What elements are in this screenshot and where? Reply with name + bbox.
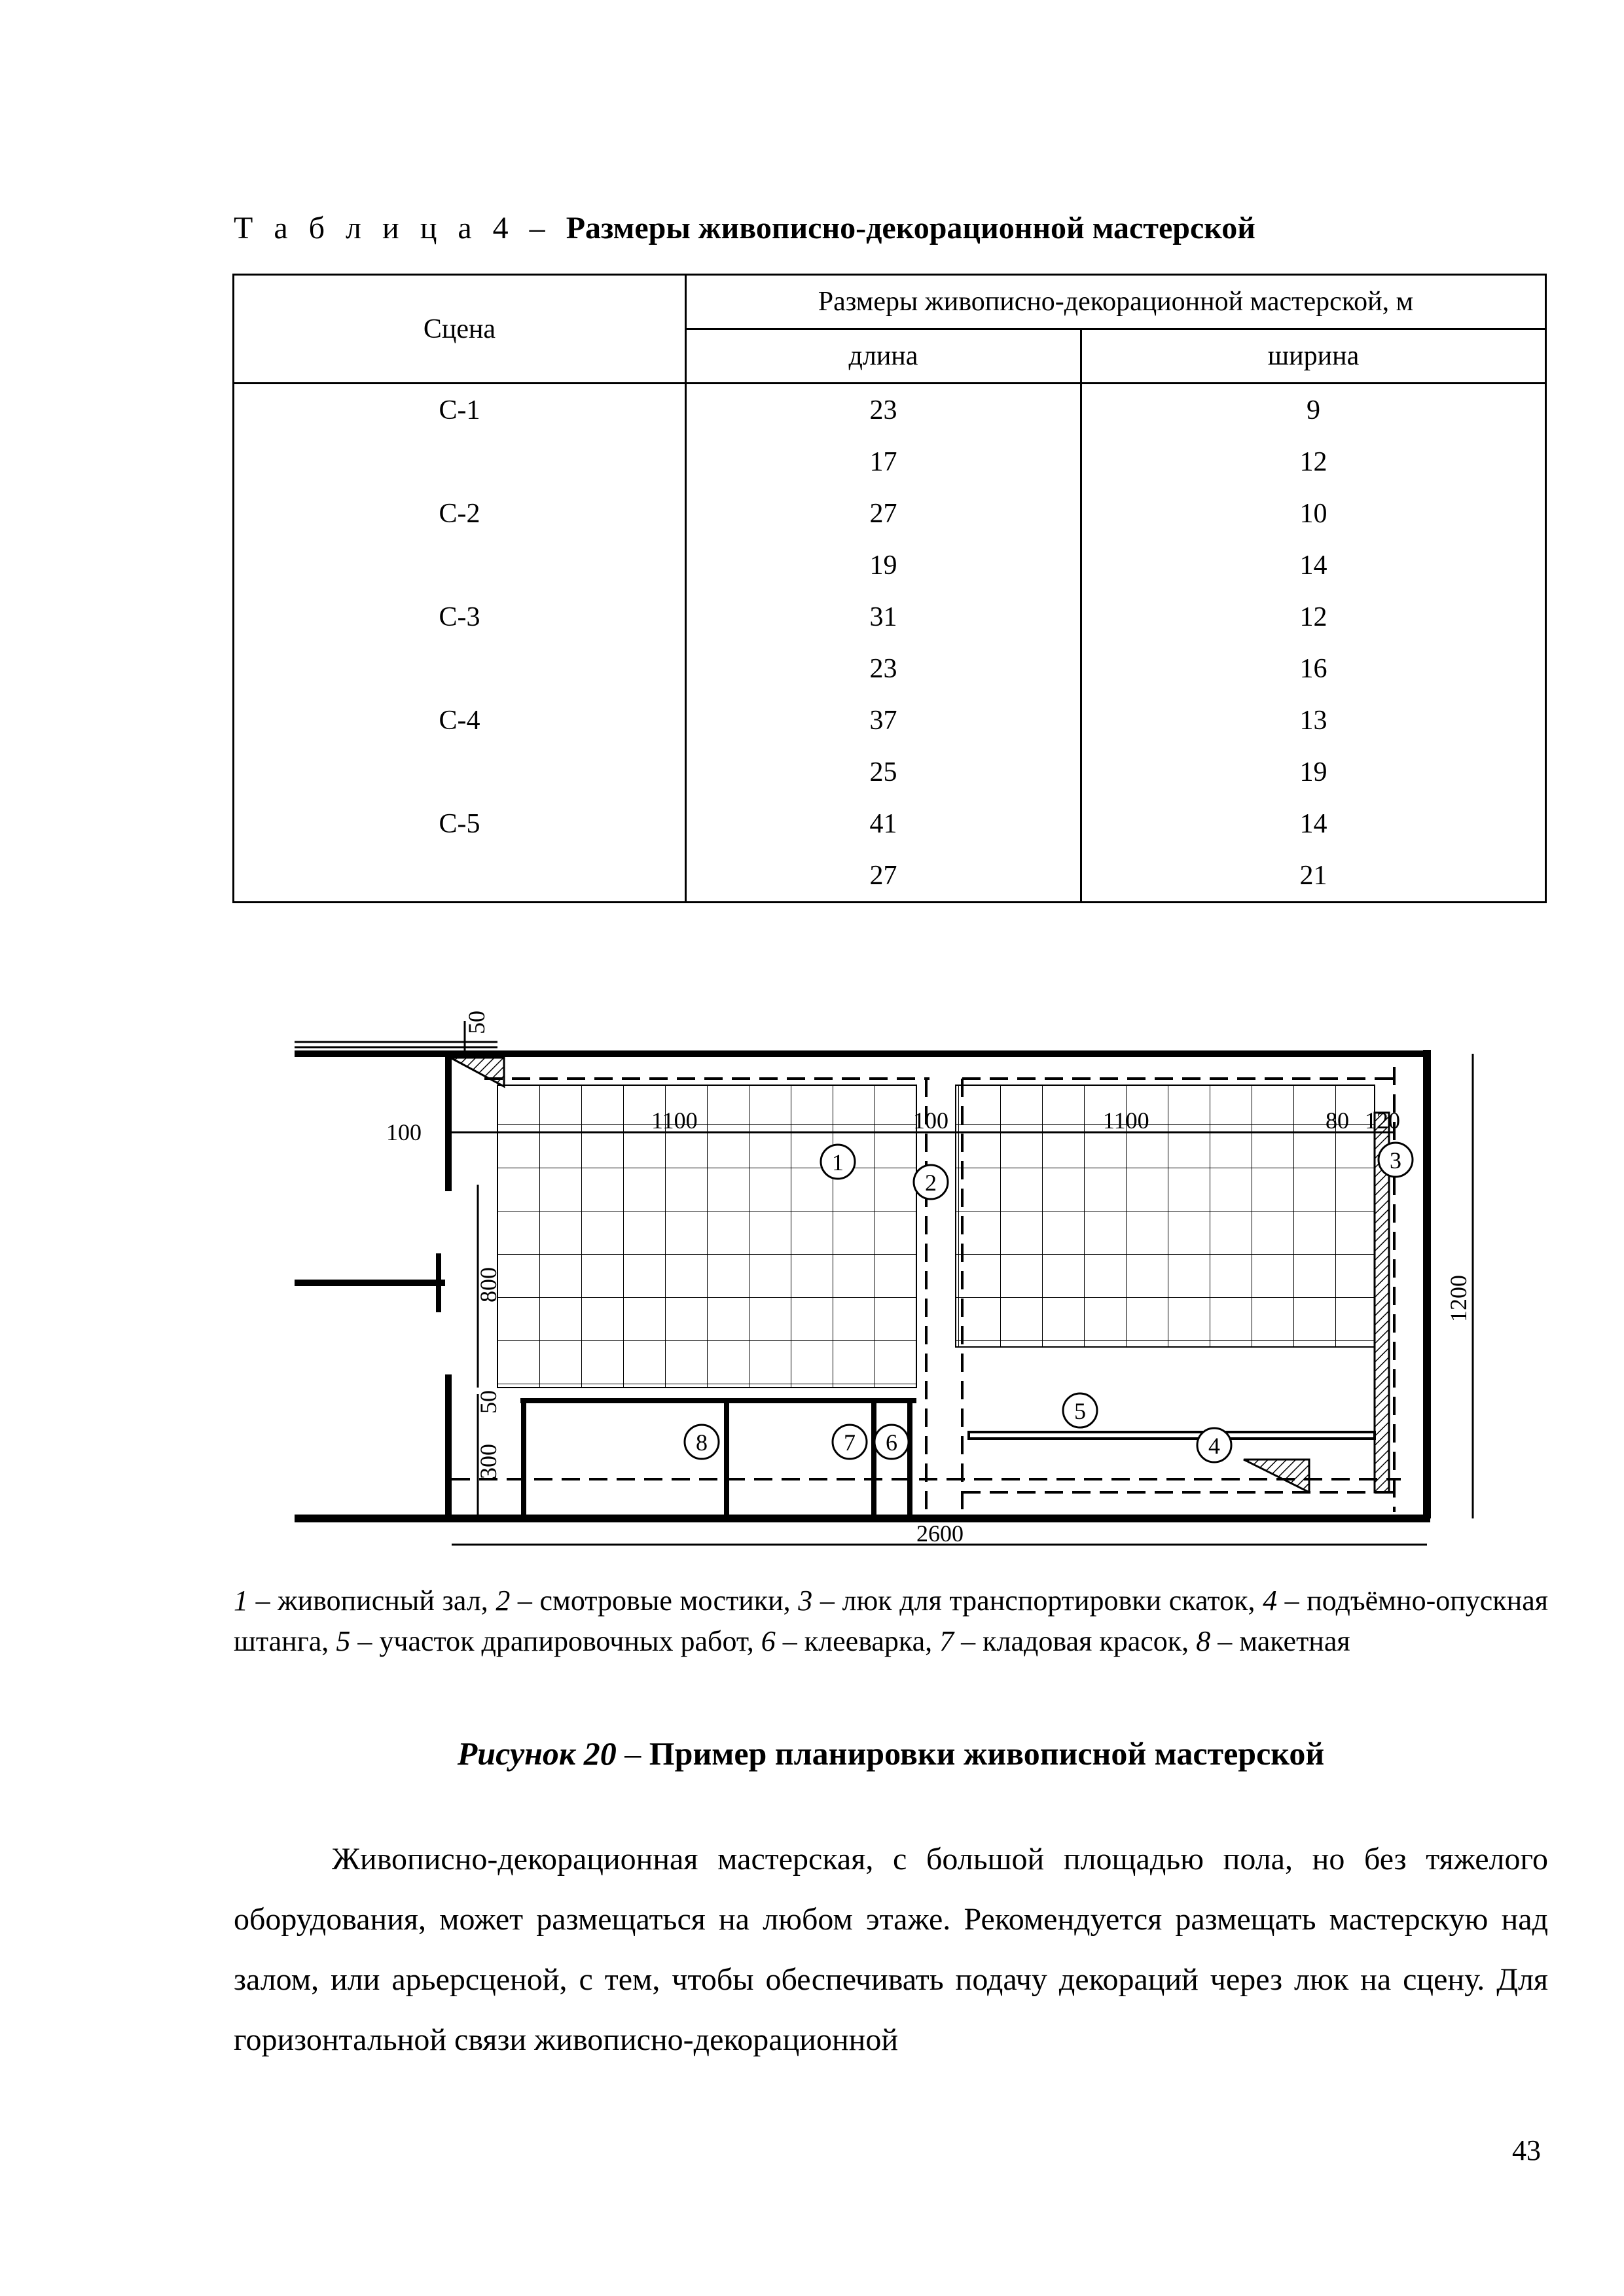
cell-scene <box>234 539 686 591</box>
cell-length: 23 <box>685 384 1081 437</box>
page-number: 43 <box>1512 2134 1541 2166</box>
marker-1-label: 1 <box>832 1149 844 1175</box>
dim-50-left: 50 <box>475 1390 501 1414</box>
legend-text: – подъёмно-опускная штанга, <box>234 1585 1548 1657</box>
floor-plan-drawing <box>288 995 1525 1571</box>
cell-scene <box>234 643 686 694</box>
legend-text: – кладовая красок, <box>954 1625 1197 1657</box>
figure-caption <box>234 1734 1548 1772</box>
table-row <box>234 488 1546 539</box>
marker-7 <box>833 1425 867 1459</box>
legend-num: 4 <box>1263 1585 1278 1617</box>
legend-text: – живописный зал, <box>248 1585 496 1617</box>
lifting-bar <box>969 1432 1375 1439</box>
figure-legend <box>234 1581 1548 1662</box>
header-length: длина <box>685 329 1081 384</box>
cell-width: 12 <box>1081 591 1546 643</box>
dim-1100-b: 1100 <box>1103 1107 1149 1134</box>
legend-text: – участок драпировочных работ, <box>350 1625 761 1657</box>
cell-width: 14 <box>1081 539 1546 591</box>
table-row <box>234 694 1546 746</box>
cell-length: 31 <box>685 591 1081 643</box>
legend-num: 6 <box>761 1625 776 1657</box>
cell-width: 12 <box>1081 436 1546 488</box>
cell-scene: С-4 <box>234 694 686 746</box>
marker-6 <box>875 1425 909 1459</box>
dim-120: 120 <box>1365 1107 1400 1134</box>
hatched-triangle-top <box>450 1058 504 1086</box>
legend-num: 1 <box>234 1585 248 1617</box>
dim-50-top: 50 <box>463 1011 490 1034</box>
dim-100-mid: 100 <box>913 1107 948 1134</box>
dim-1200: 1200 <box>1445 1275 1471 1322</box>
cell-length: 25 <box>685 746 1081 798</box>
table-caption-prefix: Т а б л и ц а 4 – <box>234 211 566 245</box>
cell-length: 23 <box>685 643 1081 694</box>
body-paragraph: Живописно-декорационная мастерская, с большой площадью пола, но без тяжелого оборудования, может размещаться на любом этаже. Рекомендуется размещать мастерскую над залом, или арьерсценой, с тем, чтобы обеспечивать подачу декораций через люк на сцену. Для горизонтальной связи живописно-декорационной <box>234 1842 1548 2057</box>
marker-8-label: 8 <box>696 1429 708 1456</box>
figure-title: Пример планировки живописной мастерской <box>649 1735 1325 1772</box>
marker-5 <box>1063 1393 1097 1427</box>
cell-scene <box>234 436 686 488</box>
table-row <box>234 746 1546 798</box>
marker-6-label: 6 <box>886 1429 897 1456</box>
legend-text: – люк для транспортировки скаток, <box>812 1585 1263 1617</box>
legend-num: 5 <box>336 1625 351 1657</box>
header-scene: Сцена <box>234 275 686 384</box>
cell-scene: С-5 <box>234 798 686 850</box>
legend-text: – смотровые мостики, <box>510 1585 799 1617</box>
table-row <box>234 850 1546 903</box>
cell-scene: С-1 <box>234 384 686 437</box>
marker-2-label: 2 <box>925 1170 937 1196</box>
cell-width: 21 <box>1081 850 1546 903</box>
legend-text: – клееварка, <box>775 1625 940 1657</box>
marker-3 <box>1379 1143 1413 1177</box>
hatched-triangle-bottom <box>1244 1460 1309 1492</box>
figure-label: Рисунок 20 <box>457 1735 617 1772</box>
marker-7-label: 7 <box>844 1429 856 1456</box>
table-row <box>234 798 1546 850</box>
cell-width: 10 <box>1081 488 1546 539</box>
table-caption <box>234 209 1412 247</box>
table-caption-title: Размеры живописно-декорационной мастерской <box>566 211 1255 245</box>
table-row <box>234 436 1546 488</box>
dim-300: 300 <box>475 1444 501 1479</box>
cell-width: 13 <box>1081 694 1546 746</box>
cell-width: 19 <box>1081 746 1546 798</box>
cell-length: 41 <box>685 798 1081 850</box>
table-row <box>234 384 1546 437</box>
marker-4 <box>1197 1428 1231 1462</box>
marker-3-label: 3 <box>1390 1147 1401 1174</box>
cell-width: 16 <box>1081 643 1546 694</box>
header-width: ширина <box>1081 329 1546 384</box>
header-group: Размеры живописно-декорационной мастерской, м <box>685 275 1545 329</box>
marker-1 <box>821 1145 855 1179</box>
legend-num: 7 <box>939 1625 954 1657</box>
workshop-sizes-table <box>232 274 1547 903</box>
cell-width: 14 <box>1081 798 1546 850</box>
cell-width: 9 <box>1081 384 1546 437</box>
marker-8 <box>685 1425 719 1459</box>
marker-5-label: 5 <box>1074 1398 1086 1424</box>
dim-800: 800 <box>475 1267 501 1302</box>
cell-scene: С-2 <box>234 488 686 539</box>
dim-1100-a: 1100 <box>651 1107 698 1134</box>
marker-4-label: 4 <box>1208 1433 1220 1459</box>
cell-length: 19 <box>685 539 1081 591</box>
painting-hall-grid-right <box>956 1085 1375 1347</box>
marker-2 <box>914 1165 948 1199</box>
table-row <box>234 591 1546 643</box>
cell-scene: С-3 <box>234 591 686 643</box>
cell-length: 37 <box>685 694 1081 746</box>
dim-80: 80 <box>1326 1107 1349 1134</box>
dim-100-left: 100 <box>386 1119 422 1145</box>
cell-length: 17 <box>685 436 1081 488</box>
table-row <box>234 643 1546 694</box>
cell-scene <box>234 850 686 903</box>
cell-scene <box>234 746 686 798</box>
legend-num: 8 <box>1196 1625 1211 1657</box>
legend-num: 3 <box>798 1585 813 1617</box>
painting-hall-grid-left <box>497 1085 916 1388</box>
cell-length: 27 <box>685 850 1081 903</box>
legend-num: 2 <box>496 1585 511 1617</box>
legend-text: – макетная <box>1210 1625 1350 1657</box>
cell-length: 27 <box>685 488 1081 539</box>
dim-2600: 2600 <box>916 1520 964 1547</box>
figure-dash: – <box>616 1735 649 1772</box>
table-row <box>234 539 1546 591</box>
